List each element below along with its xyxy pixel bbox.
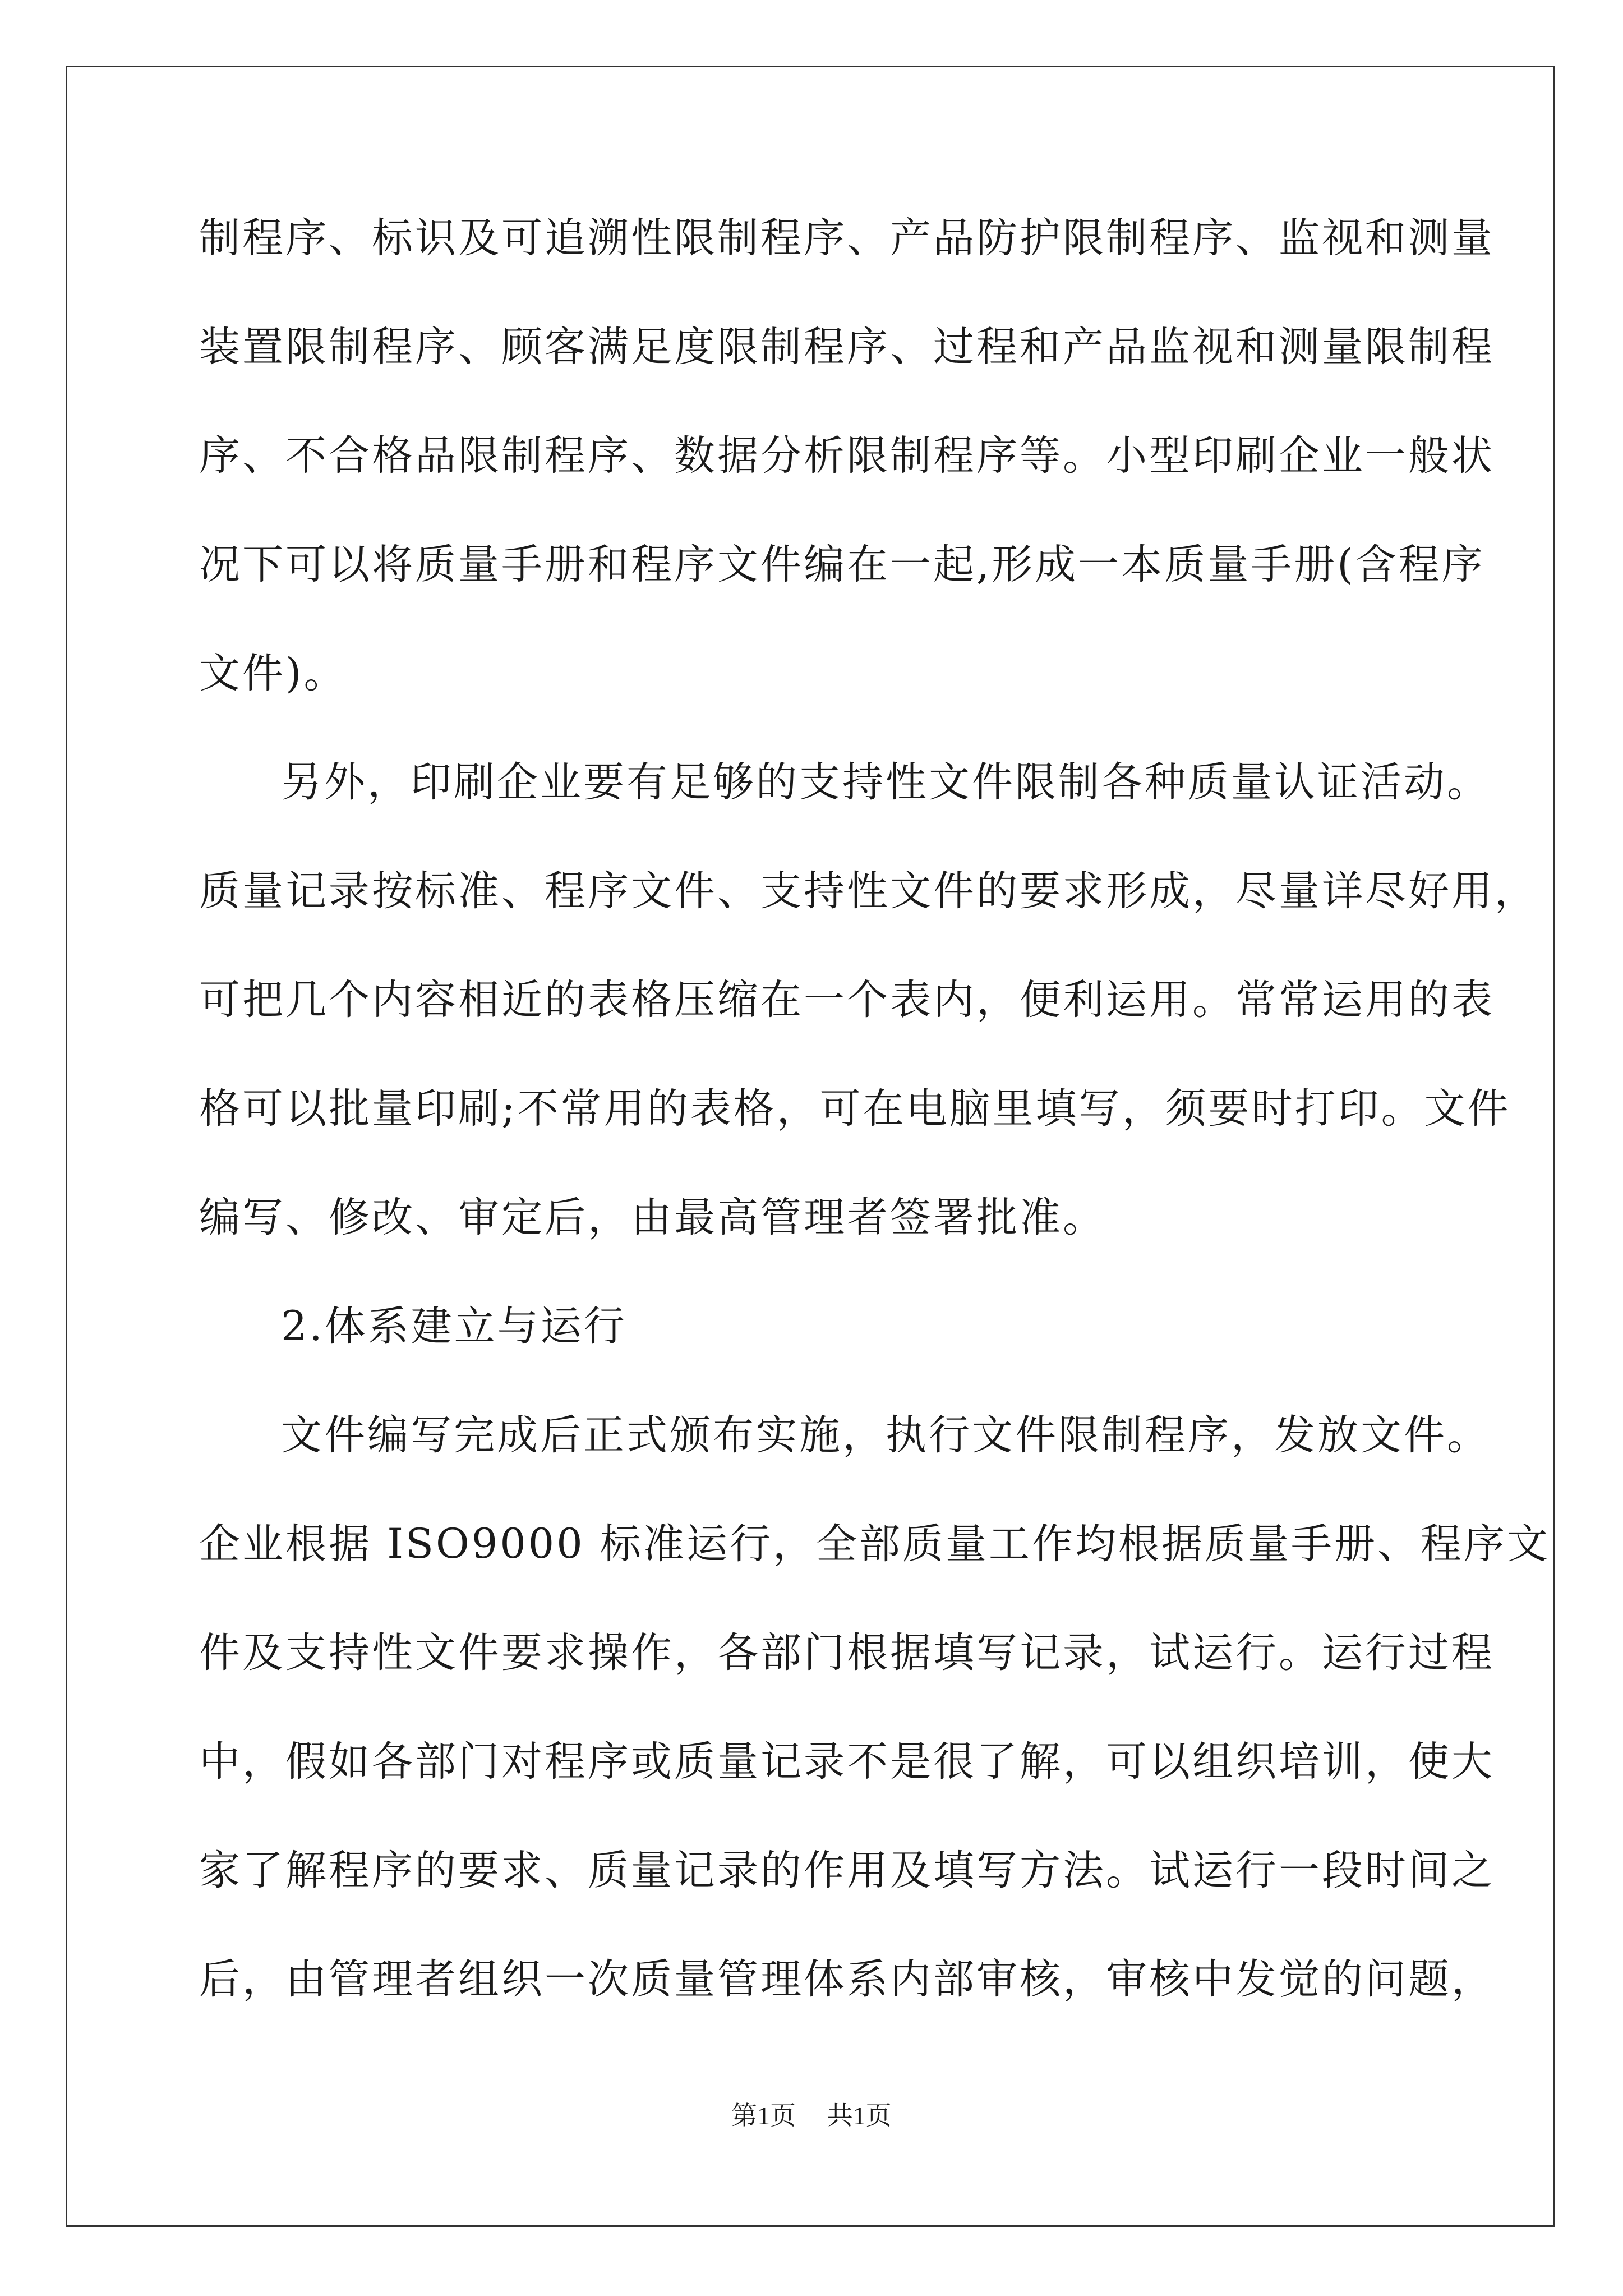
page-number: 第1页 [731,2101,796,2130]
document-body [199,208,1550,2058]
text-line: 家了解程序的要求、质量记录的作用及填写方法。试运行一段时间之 [199,1847,1495,1894]
text-line: 件及支持性文件要求操作，各部门根据填写记录，试运行。运行过程 [199,1629,1495,1677]
page-total: 共1页 [827,2101,892,2130]
text-line: 况下可以将质量手册和程序文件编在一起,形成一本质量手册(含程序 [199,541,1485,588]
text-line: 制程序、标识及可追溯性限制程序、产品防护限制程序、监视和测量 [199,214,1495,262]
page-footer [0,2095,1623,2132]
text-line: 序、不合格品限制程序、数据分析限制程序等。小型印刷企业一般状 [199,432,1495,480]
text-line: 后，由管理者组织一次质量管理体系内部审核，审核中发觉的问题， [199,1955,1495,2003]
text-line: 2.体系建立与运行 [281,1303,627,1350]
text-line: 另外，印刷企业要有足够的支持性文件限制各种质量认证活动。 [281,758,1490,806]
text-line: 中，假如各部门对程序或质量记录不是很了解，可以组织培训，使大 [199,1738,1495,1786]
text-line: 格可以批量印刷;不常用的表格，可在电脑里填写，须要时打印。文件 [199,1085,1511,1133]
text-line: 企业根据 ISO9000 标准运行，全部质量工作均根据质量手册、程序文 [199,1520,1550,1568]
text-line: 文件编写完成后正式颁布实施，执行文件限制程序，发放文件。 [281,1411,1490,1459]
text-line: 文件)。 [199,650,347,697]
text-line: 质量记录按标准、程序文件、支持性文件的要求形成，尽量详尽好用， [199,867,1538,915]
text-line: 可把几个内容相近的表格压缩在一个表内，便利运用。常常运用的表 [199,976,1495,1024]
text-line: 编写、修改、审定后，由最高管理者签署批准。 [199,1194,1106,1241]
text-line: 装置限制程序、顾客满足度限制程序、过程和产品监视和测量限制程 [199,323,1495,371]
